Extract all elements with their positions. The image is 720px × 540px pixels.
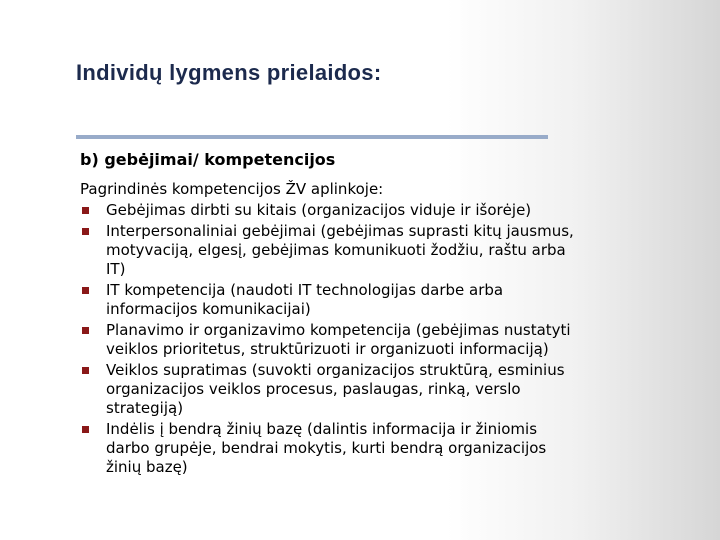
square-bullet-icon bbox=[82, 367, 89, 374]
square-bullet-icon bbox=[82, 426, 89, 433]
list-item-text: Planavimo ir organizavimo kompetencija (gebėjimas nustatyti bbox=[106, 321, 571, 339]
slide-title: Individų lygmens prielaidos: bbox=[76, 60, 382, 85]
list-item bbox=[80, 321, 700, 359]
title-divider bbox=[76, 135, 548, 139]
list-item bbox=[80, 201, 700, 220]
list-item-text: strategiją) bbox=[106, 399, 184, 417]
square-bullet-icon bbox=[82, 207, 89, 214]
intro-text: Pagrindinės kompetencijos ŽV aplinkoje: bbox=[80, 180, 384, 198]
list-item bbox=[80, 281, 700, 319]
list-item bbox=[80, 222, 700, 279]
list-item-text: organizacijos veiklos procesus, paslaugas, rinką, verslo bbox=[106, 380, 521, 398]
list-item-text: Indėlis į bendrą žinių bazę (dalintis informacija ir žiniomis bbox=[106, 420, 538, 438]
list-item-text: žinių bazę) bbox=[106, 458, 188, 476]
list-item-text: veiklos prioritetus, struktūrizuoti ir organizuoti informaciją) bbox=[106, 340, 549, 358]
list-item-text: informacijos komunikacijai) bbox=[106, 300, 311, 318]
list-item-text: IT) bbox=[106, 260, 126, 278]
competency-list bbox=[80, 201, 700, 479]
list-item bbox=[80, 420, 700, 477]
list-item bbox=[80, 361, 700, 418]
list-item-text: darbo grupėje, bendrai mokytis, kurti bendrą organizacijos bbox=[106, 439, 547, 457]
square-bullet-icon bbox=[82, 228, 89, 235]
list-item-text: Veiklos supratimas (suvokti organizacijos struktūrą, esminius bbox=[106, 361, 565, 379]
list-item-text: motyvaciją, elgesį, gebėjimas komunikuoti žodžiu, raštu arba bbox=[106, 241, 566, 259]
section-subheading: b) gebėjimai/ kompetencijos bbox=[80, 150, 336, 169]
square-bullet-icon bbox=[82, 327, 89, 334]
square-bullet-icon bbox=[82, 287, 89, 294]
list-item-text: IT kompetencija (naudoti IT technologijas darbe arba bbox=[106, 281, 504, 299]
list-item-text: Interpersonaliniai gebėjimai (gebėjimas suprasti kitų jausmus, bbox=[106, 222, 574, 240]
list-item-text: Gebėjimas dirbti su kitais (organizacijos viduje ir išorėje) bbox=[106, 201, 532, 219]
